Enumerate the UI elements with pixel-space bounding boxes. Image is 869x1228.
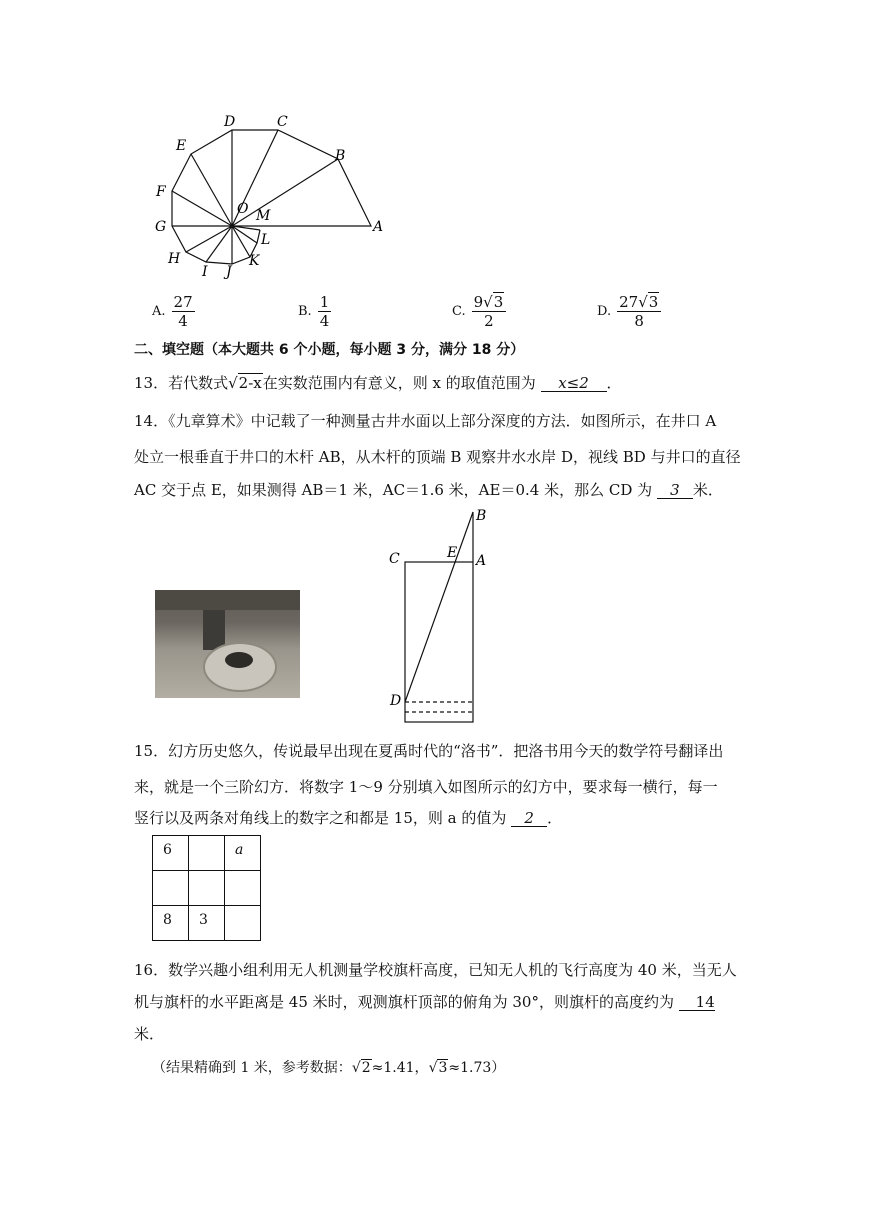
question-15-line2: 来，就是一个三阶幻方．将数字 1～9 分别填入如图所示的幻方中，要求每一横行，每一 [134, 778, 718, 796]
cell: 6 [153, 836, 189, 871]
label-L: L [261, 232, 271, 248]
label-D: D [390, 693, 402, 709]
cell [153, 871, 189, 906]
question-14-line2: 处立一根垂直于井口的木杆 AB，从木杆的顶端 B 观察井水水岸 D，视线 BD 与井口的直径 [134, 448, 741, 466]
section-title: 二、填空题（本大题共 6 个小题，每小题 3 分，满分 18 分） [134, 342, 525, 358]
option-b [298, 293, 331, 330]
label-A: A [373, 219, 384, 235]
cell: 3 [189, 906, 225, 941]
option-a [152, 293, 195, 330]
cell-a: a [225, 836, 261, 871]
option-letter: C. [452, 304, 466, 319]
label-G: G [155, 219, 167, 235]
label-J: J [226, 264, 232, 280]
question-15-line1: 15．幻方历史悠久，传说最早出现在夏禹时代的“洛书”．把洛书用今天的数学符号翻译出 [134, 742, 724, 760]
label-B: B [476, 508, 487, 524]
question-13: 13．若代数式√2-x在实数范围内有意义，则 x 的取值范围为 x≤2 ． [134, 374, 622, 392]
question-14-line3: AC 交于点 E，如果测得 AB＝1 米，AC＝1.6 米，AE＝0.4 米，那么 CD 为 3 米． [134, 481, 723, 499]
cell [225, 871, 261, 906]
spiral-triangle-figure [150, 108, 400, 283]
magic-square [152, 835, 261, 941]
option-fraction: $\frac{9√3}{2}$ [472, 293, 507, 330]
question-16-line3: 米． [134, 1025, 165, 1043]
label-M: M [256, 208, 271, 224]
magic-square-row [153, 906, 261, 941]
label-H: H [168, 251, 181, 267]
answer-blank: x≤2 [541, 375, 607, 392]
option-c [452, 293, 506, 330]
cell [189, 836, 225, 871]
option-letter: A. [152, 304, 166, 319]
question-15-line3: 竖行以及两条对角线上的数字之和都是 15，则 a 的值为 2 ． [134, 809, 563, 827]
label-C: C [389, 551, 400, 567]
option-letter: D. [597, 304, 612, 319]
cell [225, 906, 261, 941]
option-d [597, 293, 661, 330]
answer-blank: 14 [679, 994, 715, 1011]
label-C: C [277, 114, 288, 130]
label-E: E [176, 138, 187, 154]
photo-wall [155, 590, 300, 610]
label-B: B [335, 148, 346, 164]
label-I: I [202, 264, 208, 280]
answer-blank: 3 [657, 482, 693, 499]
cell: 8 [153, 906, 189, 941]
option-fraction: $\frac{27√3}{8}$ [617, 293, 661, 330]
well-diagram [385, 505, 495, 730]
label-O: O [237, 201, 249, 217]
option-letter: B. [298, 304, 312, 319]
label-F: F [156, 184, 166, 200]
option-fraction: $\frac{27}{4}$ [173, 293, 193, 330]
magic-square-row [153, 871, 261, 906]
magic-square-row [153, 836, 261, 871]
question-16-line2: 机与旗杆的水平距离是 45 米时，观测旗杆顶部的俯角为 30°，则旗杆的高度约为 14 [134, 993, 715, 1011]
photo-well-opening [225, 652, 253, 668]
question-14-line1: 14．《九章算术》中记载了一种测量古井水面以上部分深度的方法．如图所示，在井口 A [134, 412, 717, 430]
well-photo [155, 590, 300, 698]
radicand: 2-x [238, 374, 262, 392]
question-16-note: （结果精确到 1 米，参考数据：√2≈1.41，√3≈1.73） [152, 1060, 506, 1076]
question-16-line1: 16．数学兴趣小组利用无人机测量学校旗杆高度，已知无人机的飞行高度为 40 米，当无人 [134, 961, 737, 979]
label-D: D [224, 114, 236, 130]
answer-blank: 2 [511, 810, 547, 827]
label-A: A [476, 553, 487, 569]
cell [189, 871, 225, 906]
label-K: K [249, 253, 260, 269]
label-E: E [447, 545, 458, 561]
option-fraction: $\frac{1}{4}$ [319, 293, 330, 330]
